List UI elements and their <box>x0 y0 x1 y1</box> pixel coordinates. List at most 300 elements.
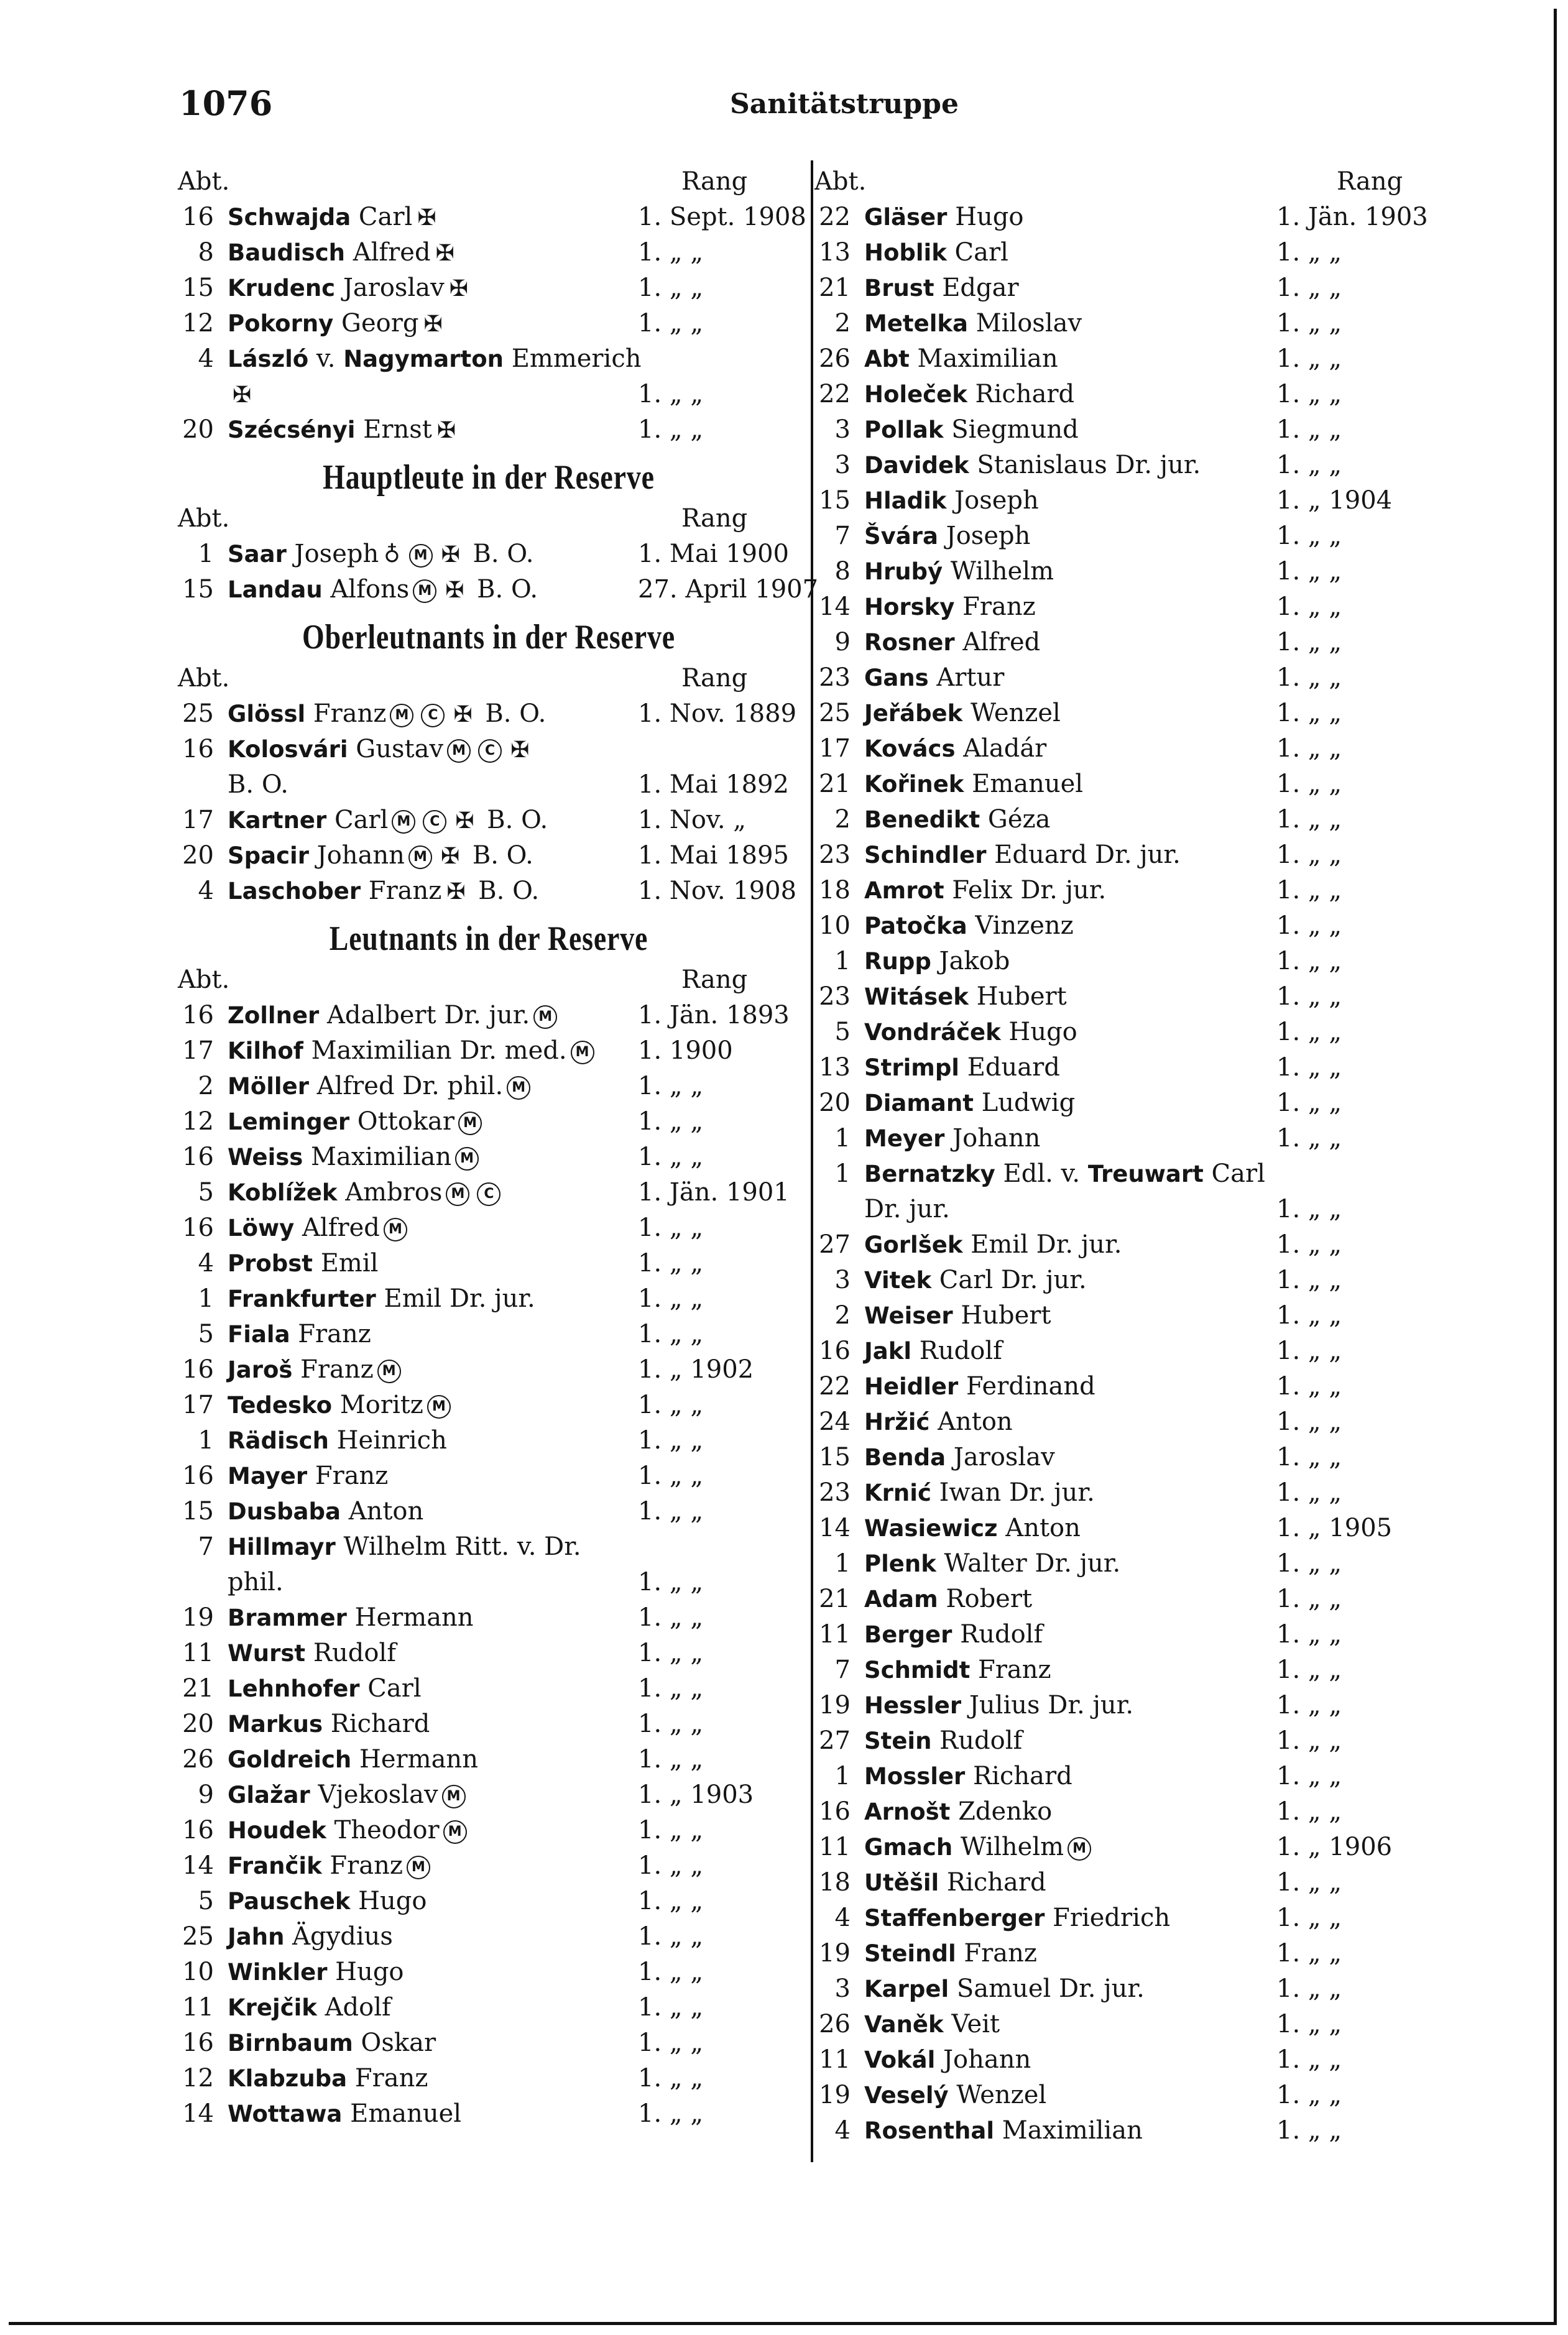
abt-number: 12 <box>182 309 214 338</box>
given-name: Rudolf <box>305 1639 397 1667</box>
given-name: Julius Dr. jur. <box>961 1691 1134 1720</box>
given-name: Dr. jur. <box>864 1195 950 1223</box>
given-name: Johann <box>308 841 405 870</box>
list-item <box>814 2042 1442 2078</box>
abt-number: 23 <box>819 982 851 1011</box>
given-name: Richard <box>939 1868 1046 1897</box>
person-name <box>864 1759 1072 1794</box>
list-item <box>178 270 800 306</box>
person-name <box>228 838 533 874</box>
abt-number: 15 <box>819 1443 851 1471</box>
medal-c-icon: C <box>478 739 502 763</box>
list-item <box>814 483 1442 518</box>
surname: Goldreich <box>228 1746 352 1773</box>
surname: Möller <box>228 1073 309 1100</box>
given-name: Ägydius <box>284 1922 393 1951</box>
list-item <box>178 1565 800 1600</box>
list-item <box>178 1990 800 2025</box>
list-item <box>814 1511 1442 1546</box>
abt-number: 1 <box>834 1124 851 1153</box>
person-name <box>864 1794 1052 1830</box>
given-name: Stanislaus Dr. jur. <box>969 451 1201 479</box>
surname: Jahn <box>228 1923 285 1950</box>
list-item <box>814 1298 1442 1333</box>
person-name <box>228 1140 482 1175</box>
given-name: Johann <box>944 1124 1041 1153</box>
surname: Mossler <box>864 1763 966 1790</box>
person-name <box>864 1865 1046 1900</box>
list-item <box>814 1369 1442 1404</box>
abt-number: 26 <box>819 344 851 373</box>
surname: Gmach <box>864 1834 953 1861</box>
rank-date: 1. „ „ <box>1276 309 1342 338</box>
rank-date: 1. Nov. 1908 <box>638 877 797 905</box>
medal-m-icon: M <box>571 1041 594 1064</box>
surname: Brust <box>864 275 934 302</box>
medal-m-icon: M <box>533 1005 557 1029</box>
abt-header: Abt. <box>178 504 230 533</box>
medal-m-icon: M <box>390 704 413 727</box>
surname: Wasiewicz <box>864 1515 998 1542</box>
person-name <box>864 270 1019 306</box>
list-item <box>814 802 1442 837</box>
list-item <box>814 625 1442 660</box>
surname: Plenk <box>864 1550 936 1577</box>
given-name: phil. <box>228 1568 284 1596</box>
rank-date: 1. Jän. 1903 <box>1276 203 1428 231</box>
abt-header: Abt. <box>178 965 230 994</box>
rank-date: 1. „ „ <box>1276 1266 1342 1294</box>
person-name <box>864 1688 1133 1723</box>
list-item <box>178 1813 800 1848</box>
person-name <box>228 235 459 271</box>
person-name <box>864 235 1008 270</box>
list-item <box>178 1671 800 1706</box>
person-name <box>864 625 1040 660</box>
medal-m-icon: M <box>427 1395 451 1419</box>
medal-m-icon: M <box>447 739 471 763</box>
rank-date: 1. „ „ <box>638 2099 704 2128</box>
column-header <box>178 164 800 200</box>
person-name <box>864 1830 1095 1865</box>
surname: Laschober <box>228 878 361 905</box>
surname: Gläser <box>864 204 948 231</box>
abt-number: 13 <box>819 238 851 267</box>
abt-number: 18 <box>819 1868 851 1897</box>
person-name <box>228 377 256 413</box>
person-name <box>864 1015 1077 1050</box>
rank-date: 1. „ „ <box>638 2029 704 2057</box>
given-name: Maximilian <box>303 1143 452 1171</box>
rank-date: 1. „ „ <box>1276 380 1342 408</box>
surname-2: Nagymarton <box>343 346 504 372</box>
surname: Jakl <box>864 1338 912 1365</box>
rank-date: 1. „ „ <box>1276 734 1342 763</box>
abt-header: Abt. <box>178 167 230 196</box>
list-item <box>178 1140 800 1175</box>
abt-number: 4 <box>198 877 214 905</box>
list-item <box>814 1050 1442 1085</box>
person-name <box>864 767 1083 802</box>
section-heading <box>178 607 800 661</box>
given-name: Wenzel <box>962 699 1061 727</box>
person-name <box>228 1884 427 1919</box>
person-name <box>228 1848 434 1884</box>
medal-m-icon: M <box>443 1820 467 1844</box>
list-item <box>814 837 1442 873</box>
medal-m-icon: M <box>458 1112 482 1135</box>
rang-header: Rang <box>681 167 748 196</box>
rank-suffix: B. O. <box>477 699 546 728</box>
person-name <box>228 2061 428 2096</box>
rank-date: 1. Nov. 1889 <box>638 699 797 728</box>
person-name <box>864 1263 1087 1298</box>
rank-date: 1. „ „ <box>638 1320 704 1348</box>
person-name <box>864 1546 1120 1582</box>
rank-date: 1. „ „ <box>638 1107 704 1136</box>
rank-date: 1. „ „ <box>1276 1620 1342 1649</box>
list-item <box>178 412 800 448</box>
given-name: Oskar <box>353 2029 436 2057</box>
rank-date: 1. Sept. 1908 <box>638 203 806 231</box>
abt-number: 15 <box>182 1497 214 1526</box>
surname: Landau <box>228 576 323 603</box>
abt-number: 17 <box>182 806 214 834</box>
list-item <box>814 731 1442 767</box>
given-name: Vinzenz <box>967 911 1074 940</box>
abt-number: 5 <box>198 1320 214 1348</box>
rank-date: 1. „ „ <box>638 1639 704 1667</box>
list-item <box>178 1281 800 1317</box>
surname: Löwy <box>228 1215 295 1241</box>
rank-date: 1. „ „ <box>638 1497 704 1526</box>
surname: Frankfurter <box>228 1286 376 1312</box>
abt-number: 4 <box>834 2116 851 2145</box>
person-name <box>864 696 1061 731</box>
rank-date: 1. „ „ <box>638 1284 704 1313</box>
person-name <box>864 1440 1055 1475</box>
surname: Kilhof <box>228 1038 303 1064</box>
list-item <box>178 803 800 838</box>
given-name: Georg <box>333 309 419 338</box>
rank-date: 1. „ „ <box>1276 522 1342 550</box>
rank-date: 1. „ „ <box>1276 274 1342 302</box>
surname: Rupp <box>864 948 931 975</box>
person-name <box>228 1352 405 1388</box>
abt-number: 24 <box>819 1407 851 1436</box>
person-name <box>864 2078 1046 2113</box>
rank-date: 1. „ „ <box>1276 557 1342 586</box>
person-name <box>864 1582 1032 1617</box>
person-name <box>864 1121 1040 1156</box>
surname: Saar <box>228 541 287 568</box>
given-name: Franz <box>954 592 1036 621</box>
medal-m-icon: M <box>392 810 415 834</box>
column-header <box>178 962 800 998</box>
surname: Gans <box>864 665 929 691</box>
abt-number: 15 <box>182 274 214 302</box>
medal-m-icon: M <box>442 1785 466 1808</box>
list-item <box>814 235 1442 270</box>
list-item <box>814 1263 1442 1298</box>
surname: Winkler <box>228 1959 328 1986</box>
surname: Arnošt <box>864 1798 951 1825</box>
given-name: v. <box>308 344 344 373</box>
given-name: Rudolf <box>931 1726 1023 1755</box>
abt-number: 27 <box>819 1230 851 1259</box>
rank-date: 1. „ „ <box>1276 2010 1342 2038</box>
list-item <box>178 1955 800 1990</box>
abt-number: 4 <box>198 1249 214 1278</box>
rank-date: 1. „ „ <box>638 1426 704 1455</box>
person-name <box>228 1423 447 1458</box>
given-name: Rudolf <box>952 1620 1043 1649</box>
list-item <box>814 1546 1442 1582</box>
abt-number: 4 <box>198 344 214 373</box>
rank-date: 1. „ „ <box>1276 770 1342 798</box>
abt-number: 8 <box>198 238 214 267</box>
person-name <box>228 803 548 839</box>
person-name <box>864 554 1054 589</box>
surname: Lehnhofer <box>228 1675 360 1702</box>
given-name: Eduard Dr. jur. <box>986 841 1181 869</box>
list-item <box>814 270 1442 306</box>
surname: Vaněk <box>864 2011 944 2038</box>
given-name: Hugo <box>350 1887 427 1915</box>
list-item <box>814 200 1442 235</box>
rank-date: 1. Mai 1892 <box>638 770 789 799</box>
rank-date: 1. „ „ <box>638 274 704 302</box>
rank-date: 1. „ 1904 <box>1276 486 1393 515</box>
person-name <box>864 2042 1031 2078</box>
given-name: Maximilian <box>994 2116 1143 2145</box>
person-name <box>864 944 1010 979</box>
given-name: Emil Dr. jur. <box>962 1230 1122 1259</box>
given-name: Samuel Dr. jur. <box>949 1974 1145 2003</box>
rank-date: 1. „ „ <box>1276 1939 1342 1968</box>
list-item <box>178 1458 800 1494</box>
rang-header: Rang <box>681 504 748 533</box>
person-name <box>228 1706 430 1742</box>
surname: Dusbaba <box>228 1498 341 1525</box>
person-name <box>228 2096 461 2132</box>
abt-number: 16 <box>182 1462 214 1490</box>
person-name <box>228 1210 411 1246</box>
abt-number: 19 <box>819 2081 851 2109</box>
given-name: Edl. v. <box>995 1159 1088 1188</box>
abt-number: 21 <box>819 274 851 302</box>
list-item <box>814 908 1442 944</box>
person-name <box>864 1900 1170 1936</box>
person-name <box>864 837 1181 873</box>
person-name <box>864 873 1106 908</box>
list-item <box>814 518 1442 554</box>
person-name <box>228 998 561 1033</box>
given-name: Richard <box>323 1710 430 1738</box>
rank-date: 1. „ „ <box>1276 699 1342 727</box>
rank-date: 1. „ „ <box>1276 1585 1342 1613</box>
abt-number: 25 <box>182 1922 214 1951</box>
abt-number: 11 <box>182 1639 214 1667</box>
person-name <box>864 1723 1022 1759</box>
given-name: Iwan Dr. jur. <box>931 1478 1095 1507</box>
rank-date: 1. „ „ <box>1276 1691 1342 1720</box>
abt-number: 16 <box>182 1214 214 1242</box>
surname: Abt <box>864 346 910 372</box>
rank-date: 1. „ „ <box>1276 344 1342 373</box>
abt-number: 14 <box>182 1851 214 1880</box>
medal-c-icon: C <box>421 704 445 727</box>
person-name <box>228 270 473 306</box>
rank-date: 1. „ „ <box>1276 238 1342 267</box>
medal-m-icon: M <box>455 1147 479 1171</box>
rank-date: 1. „ „ <box>638 1462 704 1490</box>
list-item <box>814 554 1442 589</box>
rank-date: 1. „ „ <box>638 1214 704 1242</box>
rank-date: 1. „ „ <box>1276 2116 1342 2145</box>
person-name <box>228 1955 404 1990</box>
list-item <box>178 1246 800 1281</box>
list-item <box>178 2096 800 2132</box>
abt-number: 9 <box>834 628 851 656</box>
person-name <box>864 589 1036 625</box>
rank-date: 1. „ „ <box>638 1958 704 1986</box>
surname: Kolosvári <box>228 736 348 763</box>
given-name: B. O. <box>228 770 288 799</box>
abt-number: 16 <box>182 203 214 231</box>
given-name: Vjekoslav <box>310 1780 438 1809</box>
surname: Hoblik <box>864 239 947 266</box>
surname: Kovács <box>864 735 956 762</box>
rank-date: 1. „ „ <box>1276 1549 1342 1578</box>
abt-number: 7 <box>834 1656 851 1684</box>
abt-number: 16 <box>182 1143 214 1171</box>
section-title: Oberleutnants in der Reserve <box>302 618 675 656</box>
person-name <box>228 1529 581 1565</box>
surname: Vokál <box>864 2047 936 2073</box>
abt-number: 1 <box>834 1762 851 1790</box>
abt-number: 7 <box>834 522 851 550</box>
surname: Utěšil <box>864 1869 939 1896</box>
given-name: Maximilian Dr. med. <box>303 1036 567 1065</box>
rank-date: 1. „ „ <box>1276 1797 1342 1826</box>
person-name <box>228 1813 471 1848</box>
list-item <box>814 1688 1442 1723</box>
abt-number: 17 <box>182 1391 214 1419</box>
cross-decoration-icon: ✠ <box>441 542 460 568</box>
list-item <box>178 1069 800 1104</box>
given-name: Franz <box>307 1462 389 1490</box>
surname: Pokorny <box>228 310 334 337</box>
surname: Weiss <box>228 1144 303 1171</box>
given-name: Hugo <box>1000 1018 1077 1046</box>
surname: Steindl <box>864 1940 956 1967</box>
abt-number: 9 <box>198 1780 214 1809</box>
document-page <box>9 9 1557 2325</box>
surname: Rädisch <box>228 1427 329 1454</box>
rank-date: 1. „ „ <box>638 309 704 338</box>
given-name: Joseph <box>938 522 1031 550</box>
person-name <box>864 377 1074 412</box>
person-name <box>228 1565 284 1600</box>
given-name: Jakob <box>931 947 1010 975</box>
abt-number: 1 <box>198 1284 214 1313</box>
rank-date: 1. „ „ <box>1276 982 1342 1011</box>
medal-m-icon: M <box>446 1182 469 1206</box>
surname: Baudisch <box>228 239 345 266</box>
given-name: Hugo <box>327 1958 404 1986</box>
given-name: Moritz <box>332 1391 423 1419</box>
surname: Klabzuba <box>228 2065 348 2092</box>
abt-number: 25 <box>182 699 214 728</box>
person-name <box>864 1936 1037 1971</box>
surname: Horsky <box>864 594 955 620</box>
rank-date: 1. „ 1902 <box>638 1355 754 1384</box>
given-name: Wilhelm <box>943 557 1054 586</box>
surname: Krnić <box>864 1480 931 1506</box>
section-heading <box>178 448 800 501</box>
given-name: Carl <box>351 203 413 231</box>
surname: Schwajda <box>228 204 351 231</box>
surname: Diamant <box>864 1090 974 1117</box>
list-item <box>178 1423 800 1458</box>
surname: Glažar <box>228 1782 310 1808</box>
rank-date: 1. „ 1906 <box>1276 1833 1393 1861</box>
abt-number: 5 <box>834 1018 851 1046</box>
rank-date: 1. „ „ <box>638 1887 704 1915</box>
person-name <box>228 1671 422 1706</box>
surname: Brammer <box>228 1605 347 1631</box>
list-item <box>814 1015 1442 1050</box>
given-name: Eduard <box>959 1053 1060 1082</box>
given-name: Rudolf <box>911 1337 1002 1365</box>
surname: Hillmayr <box>228 1534 336 1560</box>
surname: Schindler <box>864 842 987 868</box>
list-item <box>178 1388 800 1423</box>
list-item <box>178 998 800 1033</box>
list-item <box>178 767 800 803</box>
person-name <box>228 1600 474 1636</box>
person-name <box>864 1475 1095 1511</box>
list-item <box>178 537 800 572</box>
abt-number: 2 <box>834 1301 851 1330</box>
abt-number: 5 <box>198 1178 214 1207</box>
abt-number: 16 <box>819 1797 851 1826</box>
list-item <box>178 2025 800 2061</box>
abt-number: 21 <box>819 770 851 798</box>
abt-number: 16 <box>182 1816 214 1845</box>
abt-number: 19 <box>819 1939 851 1968</box>
column-divider <box>811 160 813 2162</box>
abt-number: 25 <box>819 699 851 727</box>
person-name <box>228 696 546 732</box>
abt-number: 18 <box>819 876 851 905</box>
list-item <box>178 1210 800 1246</box>
person-name <box>228 1033 598 1069</box>
abt-number: 20 <box>182 415 214 444</box>
surname: Metelka <box>864 310 968 337</box>
person-name <box>228 1742 478 1777</box>
surname: Probst <box>228 1250 313 1277</box>
list-item <box>814 1582 1442 1617</box>
surname: Rosner <box>864 629 955 656</box>
person-name <box>864 908 1074 944</box>
surname: Markus <box>228 1711 323 1738</box>
person-name <box>228 537 534 573</box>
person-name <box>864 1156 1265 1192</box>
list-item <box>814 2007 1442 2042</box>
rank-date: 1. „ 1905 <box>1276 1514 1393 1542</box>
